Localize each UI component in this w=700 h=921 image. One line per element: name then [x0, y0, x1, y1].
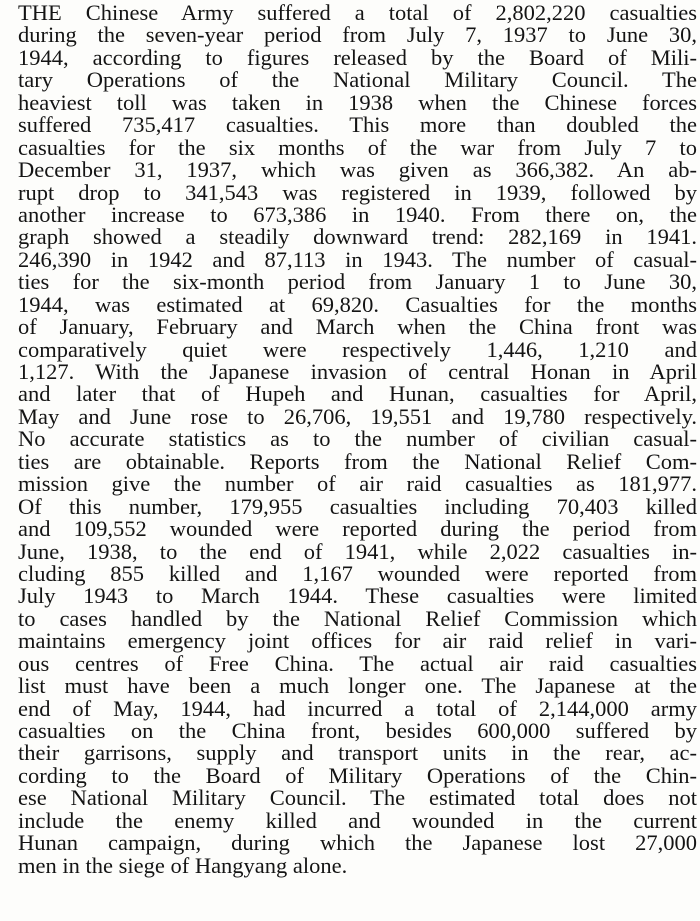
text-line: to cases handled by the National Relief Commission which: [18, 605, 697, 631]
text-line: Of this number, 179,955 casualties including 70,403 killed: [18, 493, 697, 519]
text-line: May and June rose to 26,706, 19,551 and 19,780 respectively.: [18, 403, 697, 429]
text-line: of January, February and March when the China front was: [18, 314, 697, 340]
text-line: comparatively quiet were respectively 1,446, 1,210 and: [18, 336, 697, 362]
text-line: their garrisons, supply and transport units in the rear, ac-: [18, 740, 697, 766]
text-line: mission give the number of air raid casualties as 181,977.: [18, 471, 697, 497]
text-line: and 109,552 wounded were reported during the period from: [18, 516, 697, 542]
text-line: during the seven-year period from July 7, 1937 to June 30,: [18, 22, 697, 48]
text-line: casualties on the China front, besides 600,000 suffered by: [18, 718, 697, 743]
text-line: suffered 735,417 casualties. This more than doubled the: [18, 112, 697, 138]
text-line: end of May, 1944, had incurred a total of 2,144,000 army: [18, 695, 697, 721]
text-line: ties are obtainable. Reports from the National Relief Com-: [18, 448, 697, 474]
text-line: list must have been a much longer one. The Japanese at the: [18, 673, 697, 699]
text-line: rupt drop to 341,543 was registered in 1939, followed by: [18, 179, 697, 205]
text-line: No accurate statistics as to the number of civilian casual-: [18, 426, 697, 452]
text-line: tary Operations of the National Military Council. The: [18, 67, 697, 93]
text-line: cluding 855 killed and 1,167 wounded were reported from: [18, 560, 697, 586]
text-line: heaviest toll was taken in 1938 when the Chinese forces: [18, 89, 697, 115]
text-line: include the enemy killed and wounded in the current: [18, 807, 697, 833]
text-line: casualties for the six months of the war from July 7 to: [18, 134, 697, 160]
text-line: 1944, according to figures released by the Board of Mili-: [18, 44, 697, 70]
text-line: ese National Military Council. The estimated total does not: [18, 785, 697, 811]
text-line: 1,127. With the Japanese invasion of central Honan in April: [18, 359, 697, 384]
text-line: ous centres of Free China. The actual air raid casualties: [18, 650, 697, 676]
text-line: December 31, 1937, which was given as 366,382. An ab-: [18, 157, 697, 183]
text-line: graph showed a steadily downward trend: 282,169 in 1941.: [18, 224, 697, 250]
text-line: and later that of Hupeh and Hunan, casualties for April,: [18, 381, 697, 407]
text-line: THE Chinese Army suffered a total of 2,802,220 casualties: [18, 0, 697, 25]
text-line: cording to the Board of Military Operations of the Chin-: [18, 762, 697, 788]
text-line: men in the siege of Hangyang alone.: [18, 852, 348, 878]
article-body: [18, 2, 697, 877]
text-line: 1944, was estimated at 69,820. Casualties for the months: [18, 291, 697, 317]
text-line: July 1943 to March 1944. These casualties were limited: [18, 583, 697, 609]
text-line: another increase to 673,386 in 1940. From there on, the: [18, 201, 697, 227]
text-line: June, 1938, to the end of 1941, while 2,022 casualties in-: [18, 538, 697, 564]
text-line: ties for the six-month period from January 1 to June 30,: [18, 269, 697, 295]
text-line: 246,390 in 1942 and 87,113 in 1943. The number of casual-: [18, 246, 697, 272]
text-line: maintains emergency joint offices for air raid relief in vari-: [18, 628, 697, 654]
text-line: Hunan campaign, during which the Japanese lost 27,000: [18, 830, 697, 856]
